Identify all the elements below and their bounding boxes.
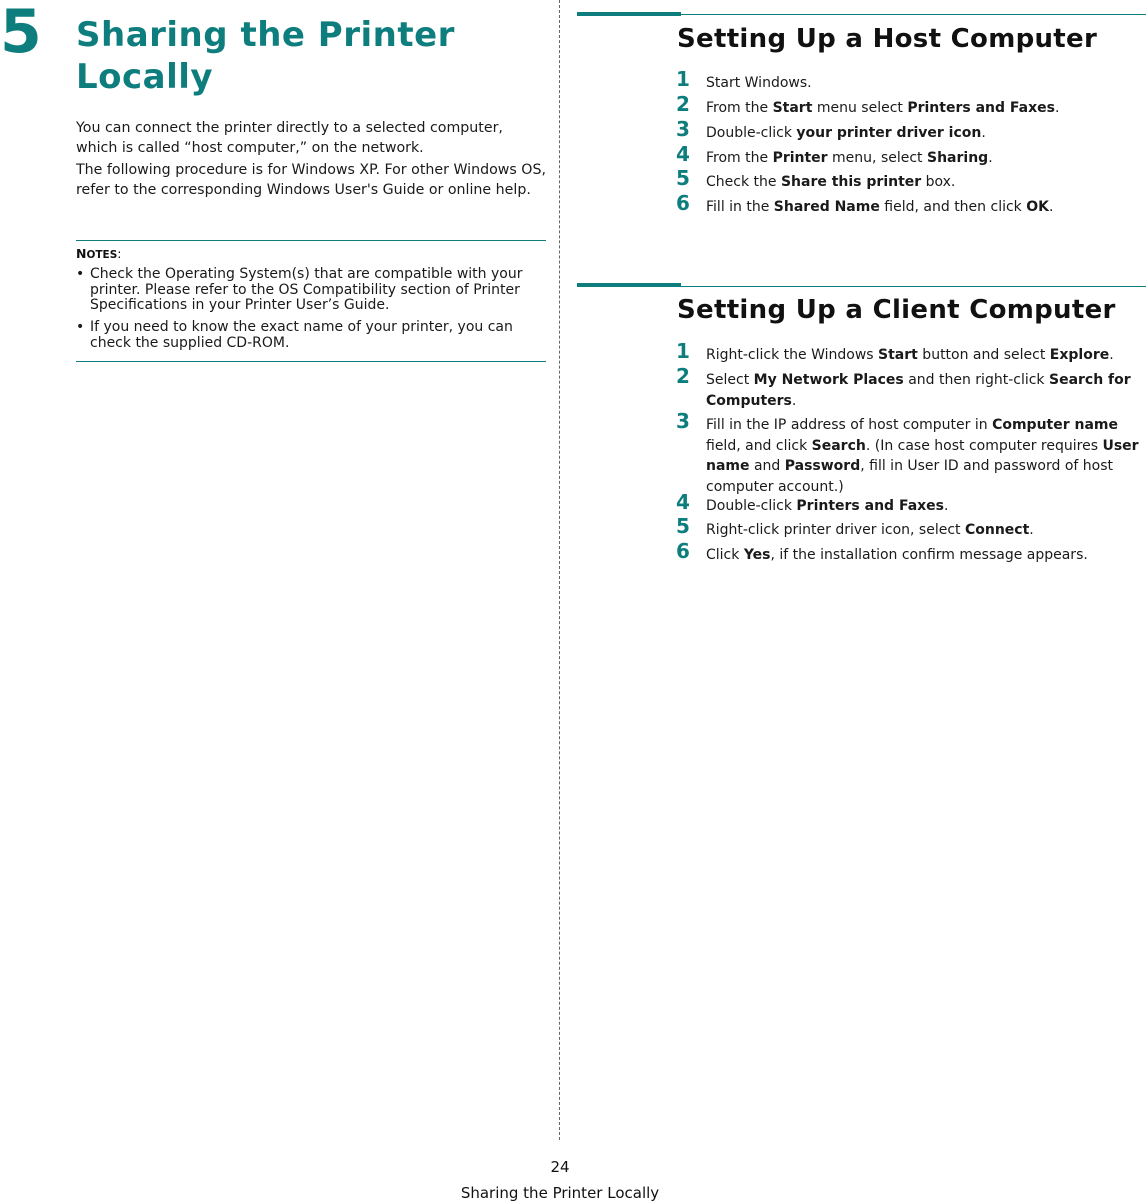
step-text-segment: Right-click printer driver icon, select xyxy=(706,522,965,538)
step-text-segment: , fill in User ID and password of host computer account.) xyxy=(706,458,1113,495)
notes-title xyxy=(76,246,122,261)
step-ui-term: Shared Name xyxy=(773,199,880,215)
step-ui-term: Printer xyxy=(772,150,828,166)
page-number: 24 xyxy=(550,1158,570,1176)
client-section-rule-thick xyxy=(577,283,681,287)
host-section-heading: Setting Up a Host Computer xyxy=(677,24,1098,54)
step-ui-term: Share this printer xyxy=(780,174,922,190)
step-text-segment: and xyxy=(749,458,785,474)
step-text-segment: Select xyxy=(706,372,754,388)
step-text xyxy=(706,545,1146,566)
step-text-segment: field, and click xyxy=(706,437,812,454)
step-text-segment: . xyxy=(988,150,993,166)
step-text-segment: and then right-click xyxy=(903,372,1049,388)
step-number: 2 xyxy=(676,364,690,388)
step-text-segment: menu, select xyxy=(827,150,927,166)
step-text xyxy=(706,415,1146,497)
step-text-segment: Click xyxy=(706,547,744,563)
step-number: 3 xyxy=(676,409,690,433)
step-text-segment: From the xyxy=(706,100,773,116)
step-ui-term: Search xyxy=(811,437,866,454)
step-ui-term: Connect xyxy=(964,522,1030,538)
client-section-rule-thin xyxy=(681,286,1146,287)
host-section-rule-thick xyxy=(577,12,681,16)
intro-paragraph-1: You can connect the printer directly to a selected computer, which is called “host computer,” on the network. xyxy=(76,120,503,156)
notes-top-rule xyxy=(76,240,546,241)
bullet-icon: • xyxy=(76,266,85,282)
host-section-rule-thin xyxy=(681,14,1146,15)
step-text-segment: Start Windows. xyxy=(706,75,812,91)
step-number: 1 xyxy=(676,67,690,91)
step-text xyxy=(706,98,1146,119)
chapter-number: 5 xyxy=(0,0,42,67)
notes-title-initial: N xyxy=(76,246,87,261)
step-text-segment: box. xyxy=(921,174,956,190)
step-text xyxy=(706,197,1146,218)
notes-title-rest: OTES xyxy=(86,249,118,261)
step-text-segment: . xyxy=(944,498,949,514)
step-ui-term: Start xyxy=(878,347,918,363)
step-ui-term: Printers and Faxes xyxy=(796,498,944,514)
intro-paragraph-2: The following procedure is for Windows XP. For other Windows OS, refer to the corresponding Windows User's Guide or online help. xyxy=(76,162,546,198)
step-text xyxy=(706,123,1146,144)
step-number: 4 xyxy=(676,142,690,166)
step-ui-term: Sharing xyxy=(927,150,989,166)
bullet-icon: • xyxy=(76,319,85,335)
step-number: 6 xyxy=(676,539,690,563)
step-text-segment: . xyxy=(1054,100,1060,116)
step-ui-term: Password xyxy=(784,458,861,474)
step-ui-term: your printer driver icon xyxy=(796,125,982,141)
step-ui-term: Computer name xyxy=(992,417,1119,433)
step-text-segment: . (In case host computer requires xyxy=(865,437,1103,454)
step-text-segment: Fill in the IP address of host computer in xyxy=(706,417,993,433)
step-text xyxy=(706,345,1146,366)
step-text-segment: Double-click xyxy=(706,125,797,141)
step-ui-term: Printers and Faxes xyxy=(907,100,1055,116)
step-text xyxy=(706,496,1146,517)
client-section-heading: Setting Up a Client Computer xyxy=(677,295,1116,325)
step-text-segment: Check the xyxy=(706,174,781,190)
step-ui-term: My Network Places xyxy=(753,372,904,388)
step-text-segment: field, and then click xyxy=(879,199,1027,215)
note-text: Check the Operating System(s) that are compatible with your printer. Please refer to the OS Compatibility section of Printer Specifications in your Printer User’s Guide. xyxy=(90,266,523,313)
step-text-segment: , if the installation confirm message appears. xyxy=(770,547,1088,563)
notes-bottom-rule xyxy=(76,361,546,362)
step-text xyxy=(706,73,1146,94)
step-text xyxy=(706,148,1146,169)
step-text-segment: . xyxy=(1109,347,1114,363)
step-text-segment: button and select xyxy=(917,347,1050,363)
note-text: If you need to know the exact name of your printer, you can check the supplied CD-ROM. xyxy=(90,319,513,351)
step-text-segment: . xyxy=(791,392,797,409)
step-ui-term: User name xyxy=(706,437,1139,474)
step-text-segment: . xyxy=(1029,522,1034,538)
step-text-segment: menu select xyxy=(812,100,908,116)
step-ui-term: OK xyxy=(1026,199,1049,215)
step-text-segment: Right-click the Windows xyxy=(706,347,879,363)
step-text xyxy=(706,370,1146,411)
chapter-title: Sharing the Printer Locally xyxy=(76,15,455,97)
step-number: 2 xyxy=(676,92,690,116)
step-text xyxy=(706,172,1146,193)
step-ui-term: Start xyxy=(772,100,813,116)
step-text-segment: . xyxy=(981,125,986,141)
step-text-segment: From the xyxy=(706,150,773,166)
notes-title-colon: : xyxy=(117,246,122,261)
step-ui-term: Explore xyxy=(1049,347,1110,363)
step-number: 5 xyxy=(676,166,690,190)
step-text-segment: Fill in the xyxy=(706,199,774,215)
step-number: 5 xyxy=(676,514,690,538)
step-text xyxy=(706,520,1146,541)
step-ui-term: Search for Computers xyxy=(706,372,1131,409)
step-number: 1 xyxy=(676,339,690,363)
step-text-segment: . xyxy=(1048,199,1054,215)
running-footer: Sharing the Printer Locally xyxy=(460,1184,660,1202)
column-divider xyxy=(559,0,560,1140)
step-number: 4 xyxy=(676,490,690,514)
step-number: 6 xyxy=(676,191,690,215)
step-number: 3 xyxy=(676,117,690,141)
step-text-segment: Double-click xyxy=(706,498,797,514)
step-ui-term: Yes xyxy=(743,547,771,563)
